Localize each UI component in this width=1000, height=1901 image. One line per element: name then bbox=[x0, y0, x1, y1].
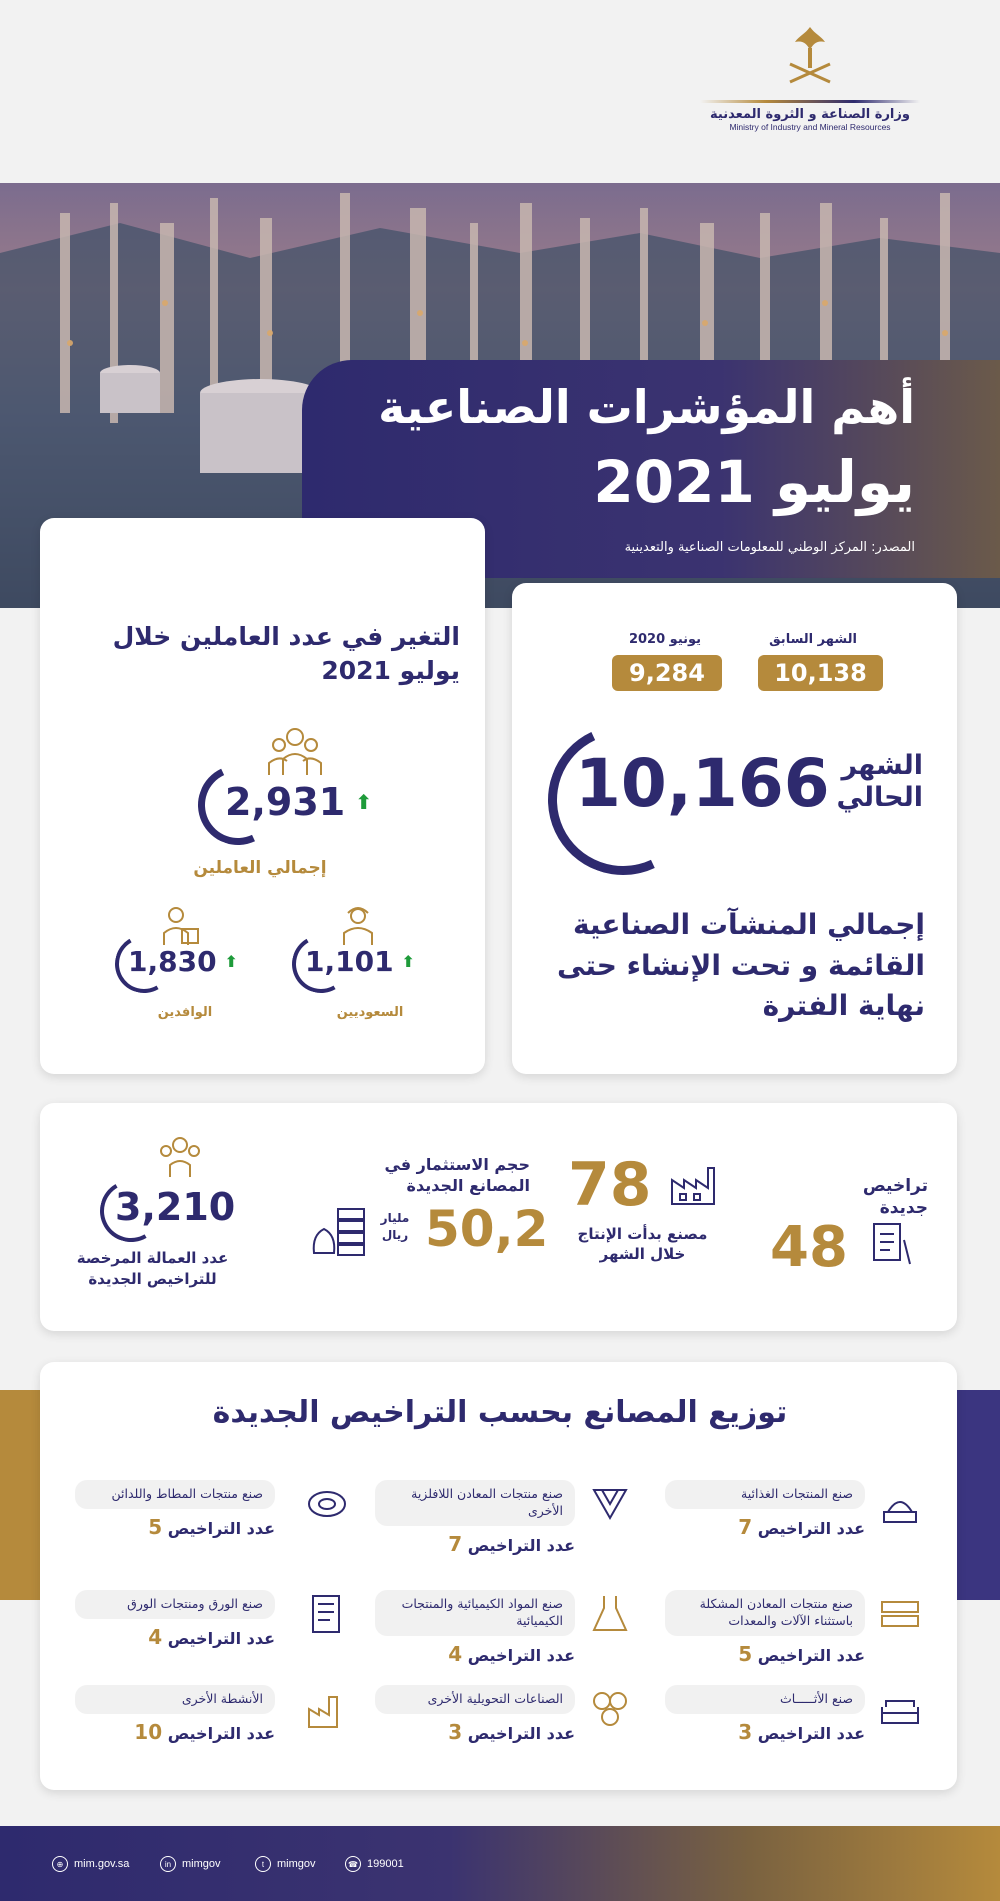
distribution-item-count bbox=[665, 1515, 865, 1539]
saudi-worker-icon bbox=[340, 905, 376, 947]
count-value: 3 bbox=[448, 1719, 463, 1744]
count-label: عدد التراخيص bbox=[752, 1645, 865, 1665]
food-icon bbox=[878, 1482, 922, 1526]
count-value: 4 bbox=[148, 1624, 163, 1649]
distribution-item-name: الأنشطة الأخرى bbox=[75, 1685, 275, 1714]
up-arrow-icon: ⬆ bbox=[224, 952, 238, 971]
labor-group-icon bbox=[155, 1135, 205, 1179]
new-licenses-label: تراخيص جديدة bbox=[862, 1176, 928, 1219]
logo-divider bbox=[700, 100, 920, 103]
expats-value: 1,830 bbox=[128, 945, 217, 978]
count-label: عدد التراخيص bbox=[752, 1723, 865, 1743]
investment-value: 50,2 bbox=[425, 1200, 549, 1258]
prev-month-label: الشهر السابق bbox=[769, 632, 857, 647]
expats-stat bbox=[128, 945, 268, 978]
group-workers-icon bbox=[265, 725, 325, 780]
factory-icon bbox=[305, 1687, 349, 1731]
distribution-item-count bbox=[665, 1642, 865, 1666]
count-value: 3 bbox=[738, 1719, 753, 1744]
june2020-label: يونيو 2020 bbox=[628, 632, 702, 647]
distribution-item-name: صنع الورق ومنتجات الورق bbox=[75, 1590, 275, 1619]
footer-website[interactable] bbox=[52, 1856, 129, 1872]
count-value: 7 bbox=[448, 1531, 463, 1556]
twitter-text: mimgov bbox=[277, 1858, 316, 1870]
linkedin-icon: in bbox=[160, 1856, 176, 1872]
distribution-item-count bbox=[75, 1625, 275, 1649]
count-label: عدد التراخيص bbox=[462, 1723, 575, 1743]
distribution-heading: توزيع المصانع بحسب التراخيص الجديدة bbox=[212, 1395, 788, 1430]
decorative-band-right bbox=[954, 1390, 1000, 1600]
distribution-item-name: صنع منتجات المعادن المشكلة باستثناء الآلات والمعدات bbox=[665, 1590, 865, 1636]
saudis-value: 1,101 bbox=[305, 945, 394, 978]
sofa-icon bbox=[878, 1687, 922, 1731]
paper-icon bbox=[305, 1592, 349, 1636]
distribution-item-name: صنع المواد الكيميائية والمنتجات الكيميائية bbox=[375, 1590, 575, 1636]
count-label: عدد التراخيص bbox=[162, 1518, 275, 1538]
distribution-item-name: صنع الأثـــــاث bbox=[665, 1685, 865, 1714]
count-value: 5 bbox=[738, 1641, 753, 1666]
distribution-item bbox=[75, 1590, 275, 1649]
distribution-item-count bbox=[75, 1515, 275, 1539]
distribution-item bbox=[665, 1685, 865, 1744]
june2020-value: 9,284 bbox=[612, 655, 722, 691]
phone-icon: ☎ bbox=[345, 1856, 361, 1872]
distribution-item bbox=[75, 1480, 275, 1539]
distribution-item-name: صنع المنتجات الغذائية bbox=[665, 1480, 865, 1509]
money-stack-icon bbox=[310, 1205, 370, 1257]
count-label: عدد التراخيص bbox=[162, 1723, 275, 1743]
labor-value: 3,210 bbox=[115, 1185, 236, 1229]
distribution-item-count bbox=[375, 1532, 575, 1556]
distribution-item bbox=[375, 1590, 575, 1666]
emblem-icon bbox=[775, 22, 845, 92]
current-facilities-value: 10,166 bbox=[575, 745, 830, 822]
expats-label: الوافدين bbox=[157, 1005, 213, 1020]
distribution-item bbox=[375, 1685, 575, 1744]
total-workers-stat bbox=[225, 780, 375, 824]
distribution-item-count bbox=[75, 1720, 275, 1744]
linkedin-text: mimgov bbox=[182, 1858, 221, 1870]
current-month-label: الشهر الحالي bbox=[836, 750, 923, 814]
phone-text: 199001 bbox=[367, 1858, 404, 1870]
new-licenses-value: 48 bbox=[770, 1215, 848, 1280]
website-text: mim.gov.sa bbox=[74, 1858, 130, 1870]
count-label: عدد التراخيص bbox=[462, 1645, 575, 1665]
distribution-item-count bbox=[375, 1642, 575, 1666]
footer-linkedin[interactable] bbox=[160, 1856, 221, 1872]
distribution-item-name: الصناعات التحويلية الأخرى bbox=[375, 1685, 575, 1714]
count-label: عدد التراخيص bbox=[162, 1628, 275, 1648]
distribution-item bbox=[665, 1590, 865, 1666]
count-label: عدد التراخيص bbox=[752, 1518, 865, 1538]
total-workers-label: إجمالي العاملين bbox=[193, 858, 327, 878]
up-arrow-icon: ⬆ bbox=[355, 790, 372, 814]
footer-twitter[interactable] bbox=[255, 1856, 316, 1872]
footer-phone[interactable] bbox=[345, 1856, 404, 1872]
investment-unit: مليار ريال bbox=[380, 1211, 410, 1242]
ministry-name-ar: وزارة الصناعة و الثروة المعدنية bbox=[710, 107, 910, 122]
page-title: أهم المؤشرات الصناعية bbox=[378, 380, 915, 434]
mineral-icon bbox=[588, 1482, 632, 1526]
twitter-icon: t bbox=[255, 1856, 271, 1872]
distribution-item bbox=[375, 1480, 575, 1556]
distribution-item-count bbox=[375, 1720, 575, 1744]
page-subtitle-date: يوليو 2021 bbox=[593, 448, 915, 516]
count-value: 10 bbox=[134, 1719, 163, 1744]
metal-icon bbox=[878, 1592, 922, 1636]
total-workers-value: 2,931 bbox=[225, 780, 346, 824]
count-value: 5 bbox=[148, 1514, 163, 1539]
tire-icon bbox=[305, 1482, 349, 1526]
labor-label: عدد العمالة المرخصة للتراخيص الجديدة bbox=[76, 1249, 229, 1288]
expat-worker-icon bbox=[160, 905, 200, 947]
prev-month-value: 10,138 bbox=[758, 655, 883, 691]
ministry-logo bbox=[690, 22, 930, 152]
chemical-icon bbox=[588, 1592, 632, 1636]
count-value: 7 bbox=[738, 1514, 753, 1539]
gears-icon bbox=[588, 1687, 632, 1731]
distribution-item bbox=[665, 1480, 865, 1539]
count-label: عدد التراخيص bbox=[462, 1535, 575, 1555]
count-value: 4 bbox=[448, 1641, 463, 1666]
workers-heading: التغير في عدد العاملين خلال يوليو 2021 bbox=[112, 622, 460, 685]
saudis-stat bbox=[305, 945, 445, 978]
license-document-icon bbox=[870, 1220, 914, 1270]
distribution-item-name: صنع منتجات المطاط واللدائن bbox=[75, 1480, 275, 1509]
saudis-label: السعوديين bbox=[336, 1005, 404, 1020]
ministry-name-en: Ministry of Industry and Mineral Resources bbox=[729, 122, 891, 132]
distribution-item-name: صنع منتجات المعادن اللافلزية الأخرى bbox=[375, 1480, 575, 1526]
facilities-description: إجمالي المنشآت الصناعية القائمة و تحت الإنشاء حتى نهاية الفترة bbox=[557, 908, 925, 1023]
globe-icon: ⊕ bbox=[52, 1856, 68, 1872]
distribution-item bbox=[75, 1685, 275, 1744]
investment-label: حجم الاستثمار في المصانع الجديدة bbox=[384, 1155, 530, 1195]
factories-started-value: 78 bbox=[568, 1150, 652, 1220]
source-text: المصدر: المركز الوطني للمعلومات الصناعية والتعدينية bbox=[624, 540, 915, 555]
footer bbox=[0, 1826, 1000, 1901]
factory-icon bbox=[668, 1160, 718, 1208]
factories-started-label: مصنع بدأت الإنتاج خلال الشهر bbox=[577, 1225, 708, 1263]
up-arrow-icon: ⬆ bbox=[401, 952, 415, 971]
distribution-item-count bbox=[665, 1720, 865, 1744]
